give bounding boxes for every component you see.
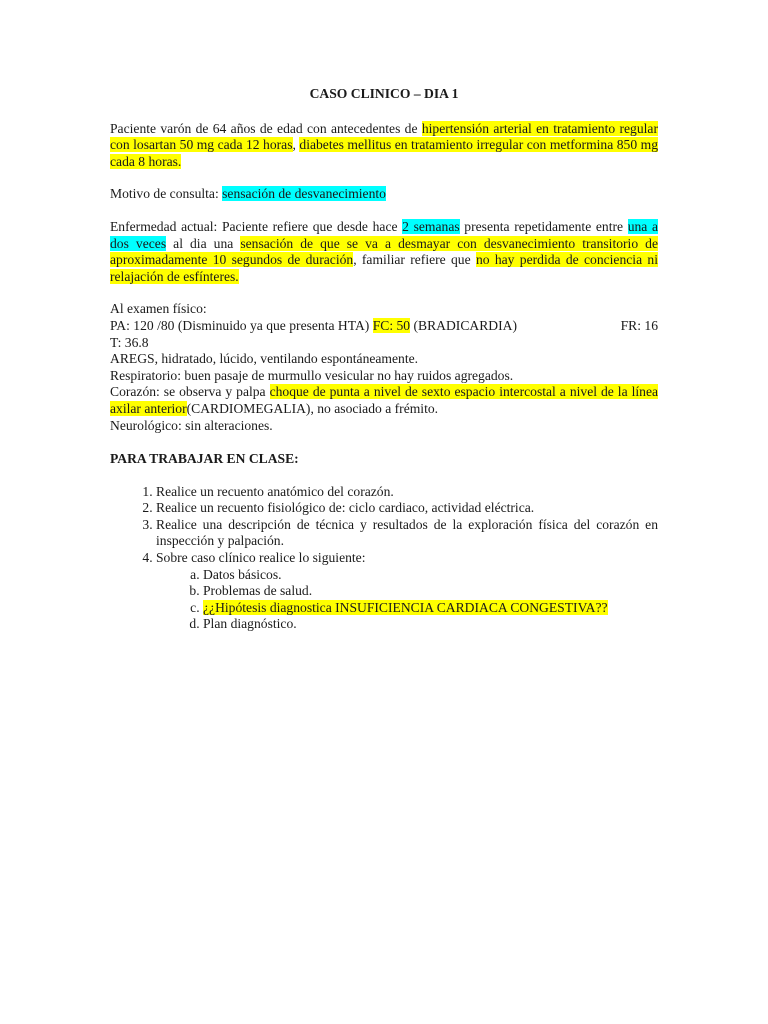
document-title: CASO CLINICO – DIA 1 [309,86,459,101]
enfermedad-text-1: Enfermedad actual: Paciente refiere que desde hace [110,218,403,234]
sub-list-item: b. Problemas de salud. [203,583,658,600]
sub-list-item: a. Datos básicos. [203,567,658,584]
hypothesis-highlight: ¿¿Hipótesis diagnostica INSUFICIENCIA CARDIACA CONGESTIVA?? [203,599,608,615]
corazon-text-1: Corazón: se observa y palpa [110,384,270,400]
class-work-heading: PARA TRABAJAR EN CLASE: [110,451,299,467]
motivo-consulta-paragraph [110,186,658,203]
list-item [156,550,658,633]
list-item: 2. Realice un recuento fisiológico de: ciclo cardiaco, actividad eléctrica. [156,500,658,517]
task-list [110,484,658,633]
symptom-highlight: sensación de que se va a desmayar con desvanecimiento transitorio de aproximadamente 10 segundos de duración [110,235,659,268]
list-item: 3. Realice una descripción de técnica y resultados de la exploración física del corazón en inspección y palpación. [156,517,658,550]
diabetes-highlight: diabetes mellitus en tratamiento irregular con metformina 850 mg cada 8 horas. [110,137,659,169]
hypertension-highlight: hipertensión arterial en tratamiento regular con losartan 50 mg cada 12 horas [110,120,658,153]
history-separator: , [292,137,300,153]
fc-highlight: FC: 50 [372,317,411,333]
patient-history-paragraph [110,121,658,171]
sub-task-list [156,567,658,633]
vitals-left [110,318,517,335]
history-text: Paciente varón de 64 años de edad con antecedentes de [110,120,422,136]
list-item-text: Sobre caso clínico realice lo siguiente: [156,550,366,566]
enfermedad-text-3: al dia una [166,235,241,251]
enfermedad-text-2: presenta repetidamente entre [459,218,628,234]
temperature-line: T: 36.8 [110,334,149,350]
no-loss-consciousness-highlight: no hay perdida de conciencia ni relajación de esfínteres. [110,252,658,284]
fr-text: FR: 16 [620,317,658,333]
duration-highlight: 2 semanas [402,218,460,234]
neurologico-line: Neurológico: sin alteraciones. [110,417,273,433]
sub-list-item [203,600,658,617]
list-item: 1. Realice un recuento anatómico del corazón. [156,484,658,501]
examen-heading: Al examen físico: [110,301,207,317]
pa-text: PA: 120 /80 (Disminuido ya que presenta HTA) [110,317,373,333]
document-body [110,86,658,633]
motivo-value-highlight: sensación de desvanecimiento [222,186,386,202]
vitals-line [110,318,658,335]
apex-beat-highlight: choque de punta a nivel de sexto espacio intercostal a nivel de la línea axilar anterior [110,384,659,416]
aregs-line: AREGS, hidratado, lúcido, ventilando espontáneamente. [110,351,419,367]
enfermedad-text-4: , familiar refiere que [353,252,476,268]
sub-list-item: d. Plan diagnóstico. [203,616,658,633]
bradicardia-text: (BRADICARDIA) [410,317,517,333]
corazon-text-2: (CARDIOMEGALIA), no asociado a frémito. [186,400,439,416]
respiratorio-line: Respiratorio: buen pasaje de murmullo vesicular no hay ruidos agregados. [110,367,514,383]
frequency-highlight: una a dos veces [110,218,658,251]
motivo-label: Motivo de consulta: [110,186,223,202]
enfermedad-actual-paragraph [110,219,658,285]
corazon-line [110,384,658,417]
